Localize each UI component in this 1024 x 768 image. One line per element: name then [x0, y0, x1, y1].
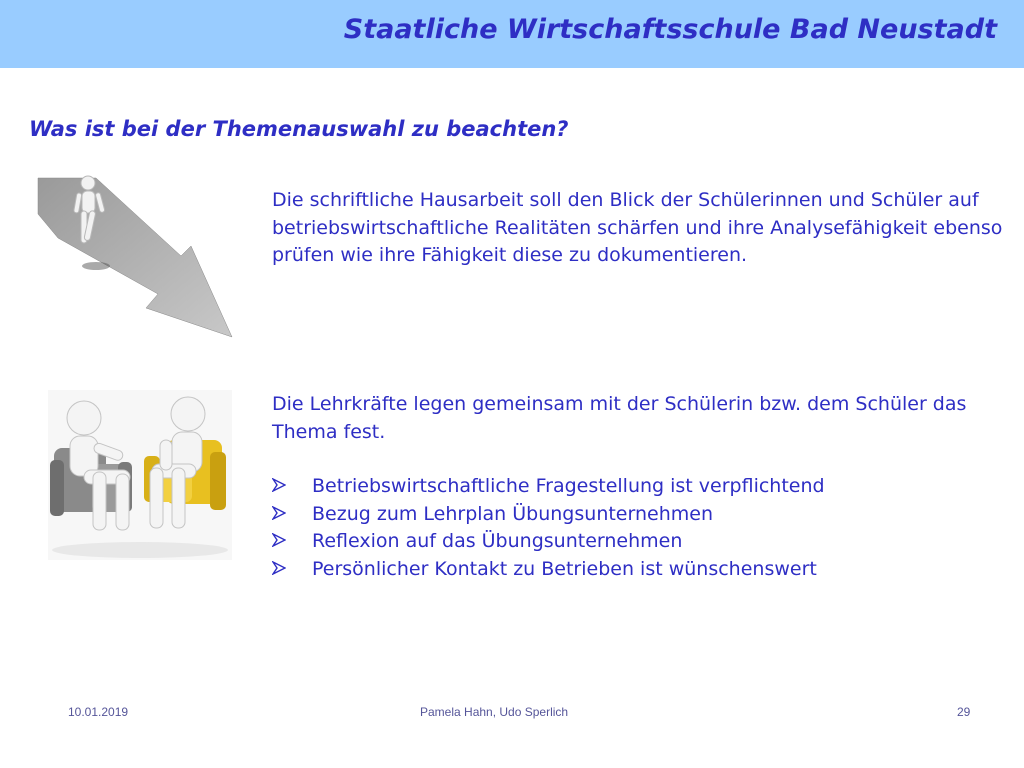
arrowhead-bullet-icon — [272, 528, 312, 556]
bullet-text: Reflexion auf das Übungsunternehmen — [312, 530, 683, 552]
list-item — [272, 501, 825, 529]
arrowhead-bullet-icon — [272, 556, 312, 584]
bullet-text: Betriebswirtschaftliche Fragestellung ist verpflichtend — [312, 475, 825, 497]
paragraph-1: Die schriftliche Hausarbeit soll den Blick der Schülerinnen und Schüler auf betriebswirtschaftliche Realitäten schärfen und ihre Analysefähigkeit ebenso prüfen wie ihre Fähigkeit diese zu dokumentieren. — [272, 189, 1003, 266]
footer-page-number: 29 — [957, 705, 971, 719]
arrowhead-bullet-icon — [272, 473, 312, 501]
list-item — [272, 528, 825, 556]
arrowhead-bullet-icon — [272, 501, 312, 529]
figure-on-arrow-illustration — [36, 170, 236, 342]
list-item — [272, 556, 825, 584]
footer-date: 10.01.2019 — [68, 705, 129, 719]
bullet-text: Persönlicher Kontakt zu Betrieben ist wünschenswert — [312, 557, 817, 580]
paragraph-2: Die Lehrkräfte legen gemeinsam mit der Schülerin bzw. dem Schüler das Thema fest. — [272, 393, 967, 443]
header-bar — [0, 0, 1024, 68]
footer-authors: Pamela Hahn, Udo Sperlich — [420, 705, 569, 719]
bullet-list — [272, 473, 825, 583]
header-title: Staatliche Wirtschaftsschule Bad Neustadt — [343, 14, 997, 45]
bullet-text: Bezug zum Lehrplan Übungsunternehmen — [312, 502, 713, 525]
two-figures-in-armchairs-illustration — [48, 390, 232, 560]
list-item — [272, 473, 825, 501]
slide-subtitle: Was ist bei der Themenauswahl zu beachten? — [29, 117, 569, 141]
